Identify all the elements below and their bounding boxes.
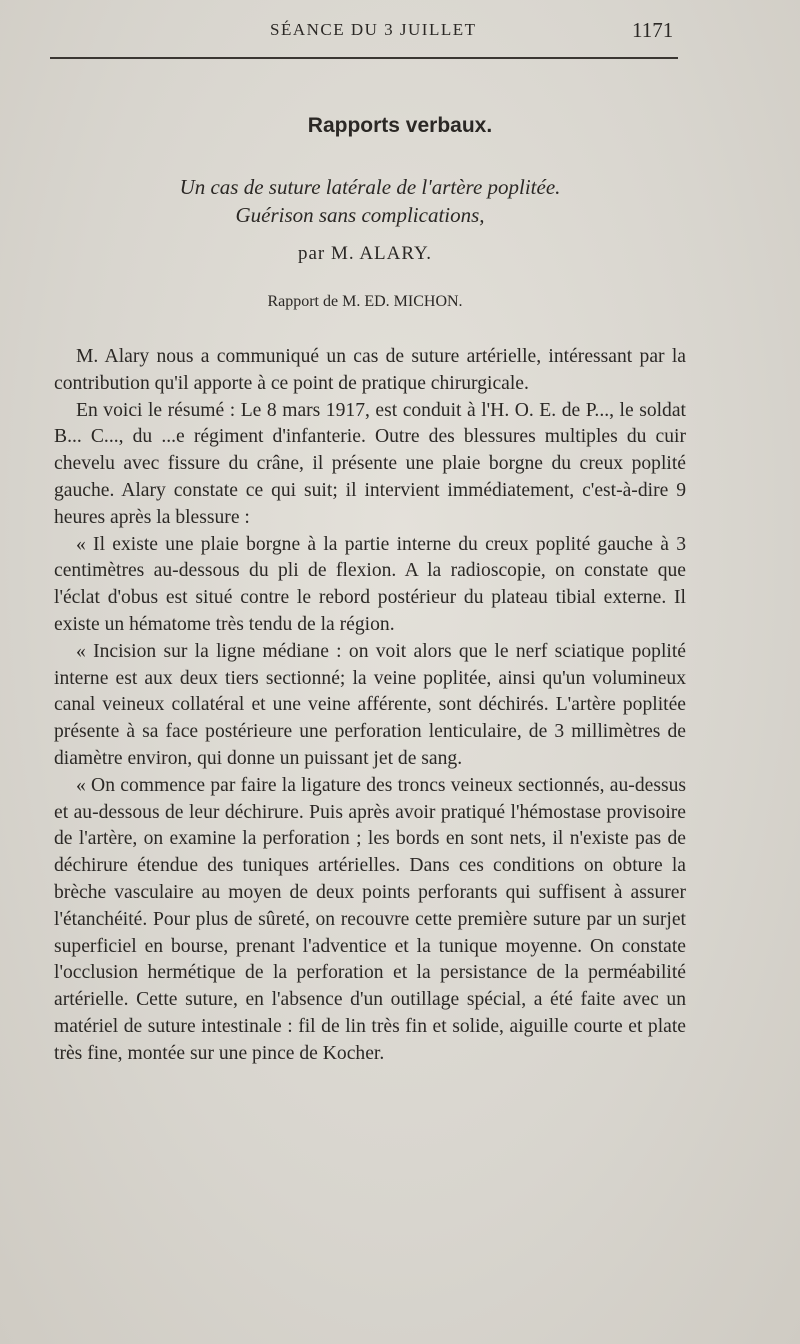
author-byline: par M. ALARY.	[297, 243, 433, 264]
report-attribution: Rapport de M. ED. MICHON.	[267, 293, 463, 310]
article-title-line-2: Guérison sans complications,	[235, 203, 485, 227]
paragraph: « Il existe une plaie borgne à la partie interne du creux poplité gauche à 3 centimètres au-dessous du pli de flexion. A la radioscopie, on constate que l'éclat d'obus est situé contre le rebord postérieur du plateau tibial externe. Il existe un hématome très tendu de la région.	[54, 533, 686, 635]
paragraph: « Incision sur la ligne médiane : on voit alors que le nerf sciatique poplité interne est aux deux tiers sectionné; la veine poplitée, ainsi qu'un volumineux canal veineux collatéral et une veine afférente, sont déchirés. L'artère poplitée présente à sa face postérieure une perforation lenticulaire, de 3 millimètres de diamètre environ, qui donne un puissant jet de sang.	[54, 640, 686, 769]
paragraph: M. Alary nous a communiqué un cas de suture artérielle, intéressant par la contribution qu'il apporte à ce point de pratique chirurgicale.	[54, 346, 686, 394]
running-header	[0, 18, 800, 48]
running-title: SÉANCE DU 3 JUILLET	[270, 20, 477, 39]
article-body	[54, 344, 686, 1068]
section-title: Rapports verbaux.	[307, 114, 493, 137]
article-title-line-1: Un cas de suture latérale de l'artère poplitée.	[179, 175, 561, 199]
paragraph: « On commence par faire la ligature des troncs veineux sectionnés, au-dessus et au-dessous de leur déchirure. Puis après avoir pratiqué l'hémostase provisoire de l'artère, on examine la perforation ; les bords en sont nets, il n'existe pas de déchirure étendue des tuniques artérielles. Dans ces conditions on obture la brèche vasculaire au moyen de deux points perforants qui suffisent à assurer l'étanchéité. Pour plus de sûreté, on recouvre cette première suture par un surjet superficiel en bourse, prenant l'adventice et la tunique moyenne. On constate l'occlusion hermétique de la perforation et la persistance de la perméabilité artérielle. Cette suture, en l'absence d'un outillage spécial, a été faite avec un matériel de suture intestinale : fil de lin très fin et solide, aiguille courte et plate très fine, montée sur une pince de Kocher.	[54, 774, 686, 1064]
header-rule	[50, 57, 678, 59]
page-number: 1171	[632, 18, 674, 42]
paragraph: En voici le résumé : Le 8 mars 1917, est conduit à l'H. O. E. de P..., le soldat B... C..., du ...e régiment d'infanterie. Outre des blessures multiples du cuir chevelu avec fissure du crâne, il présente une plaie borgne du creux poplité gauche. Alary constate ce qui suit; il intervient immédiatement, c'est-à-dire 9 heures après la blessure :	[54, 399, 686, 528]
